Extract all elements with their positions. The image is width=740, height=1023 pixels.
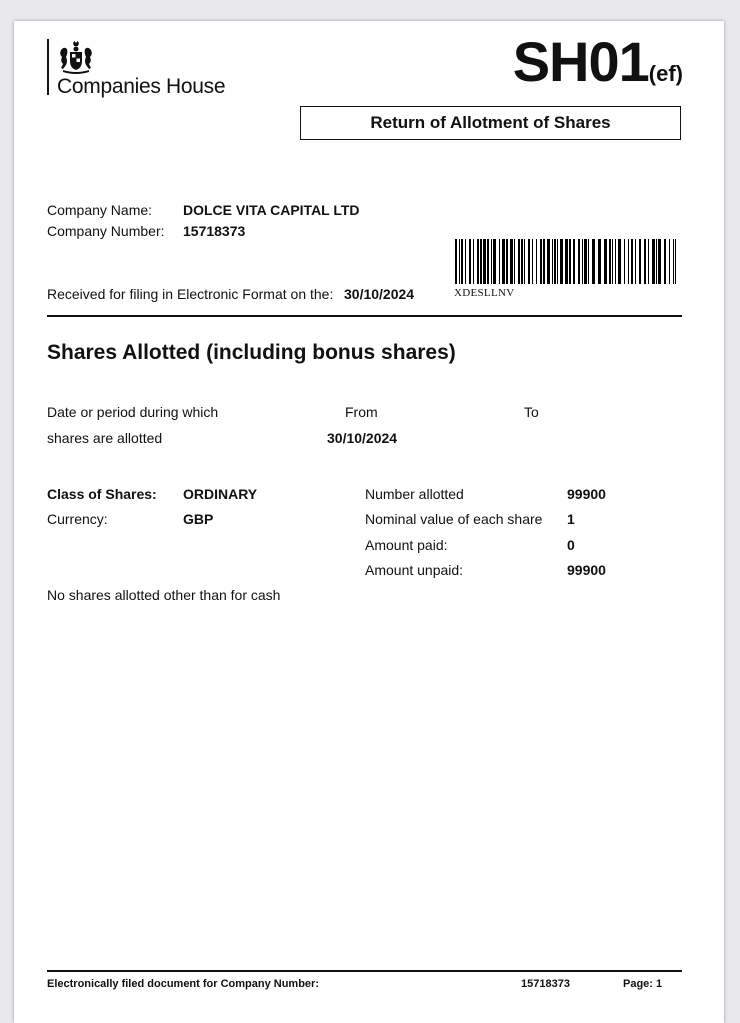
received-date: 30/10/2024 xyxy=(344,286,415,302)
amount-paid-value: 0 xyxy=(567,537,575,553)
form-title: Return of Allotment of Shares xyxy=(370,113,611,132)
period-label-line1: Date or period during which xyxy=(47,404,219,420)
section-title: Shares Allotted (including bonus shares) xyxy=(47,341,456,364)
from-label: From xyxy=(345,404,378,420)
form-code xyxy=(512,30,683,93)
barcode-icon xyxy=(455,239,677,284)
form-code-main: SH01 xyxy=(512,30,649,93)
barcode-text: XDESLLNV xyxy=(454,287,515,299)
logo-divider xyxy=(47,39,49,95)
company-name-label: Company Name: xyxy=(47,202,153,218)
form-code-suffix: (ef) xyxy=(648,61,683,86)
footer-label: Electronically filed document for Company Number: xyxy=(47,978,319,990)
header-divider xyxy=(47,315,682,317)
number-allotted-value: 99900 xyxy=(567,486,606,502)
amount-unpaid-label: Amount unpaid: xyxy=(365,562,464,578)
footer-page: Page: 1 xyxy=(623,978,663,990)
class-of-shares-label: Class of Shares: xyxy=(47,486,157,502)
class-of-shares-value: ORDINARY xyxy=(183,486,258,502)
currency-label: Currency: xyxy=(47,511,108,527)
company-name: DOLCE VITA CAPITAL LTD xyxy=(183,202,360,218)
footer-divider xyxy=(47,970,682,972)
form-title-box xyxy=(300,106,681,140)
footer-company-number: 15718373 xyxy=(521,978,570,990)
received-label: Received for filing in Electronic Format on the: xyxy=(47,286,334,302)
amount-unpaid-value: 99900 xyxy=(567,562,606,578)
nominal-value: 1 xyxy=(567,511,575,527)
document-page xyxy=(14,21,724,1023)
number-allotted-label: Number allotted xyxy=(365,486,464,502)
period-label-line2: shares are allotted xyxy=(47,430,163,446)
company-number-label: Company Number: xyxy=(47,223,165,239)
non-cash-note: No shares allotted other than for cash xyxy=(47,587,281,603)
company-number: 15718373 xyxy=(183,223,246,239)
to-label: To xyxy=(524,404,539,420)
royal-crest-icon xyxy=(57,40,95,74)
org-name: Companies House xyxy=(57,75,226,98)
from-date: 30/10/2024 xyxy=(327,430,398,446)
amount-paid-label: Amount paid: xyxy=(365,537,448,553)
nominal-value-label: Nominal value of each share xyxy=(365,511,543,527)
currency-value: GBP xyxy=(183,511,214,527)
